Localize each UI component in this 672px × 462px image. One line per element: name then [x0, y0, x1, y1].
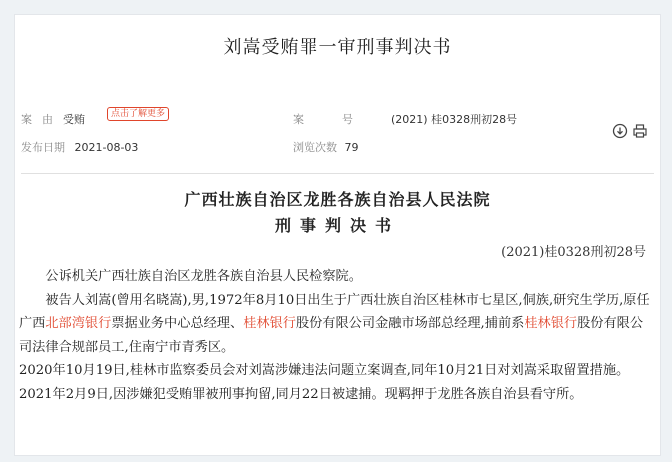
- views-value: 79: [344, 141, 359, 154]
- judgment-body: [19, 265, 651, 406]
- document-title: 刘嵩受贿罪一审刑事判决书: [223, 37, 452, 58]
- cause-label: 案由: [21, 113, 63, 126]
- bank-link-guilin[interactable]: 桂林银行: [243, 316, 296, 331]
- caseno-value: (2021) 桂0328刑初28号: [391, 113, 518, 126]
- court-name: 广西壮族自治区龙胜各族自治县人民法院: [184, 190, 491, 209]
- judgment-title: 刑事判决书: [274, 216, 400, 235]
- download-icon[interactable]: [612, 123, 628, 143]
- cause-value: 受贿: [63, 113, 85, 126]
- print-icon[interactable]: [632, 123, 648, 143]
- meta-caseno: [293, 111, 517, 127]
- learn-more-badge[interactable]: 点击了解更多: [107, 107, 169, 121]
- meta-date: [21, 139, 138, 155]
- divider: [21, 173, 654, 174]
- meta-views: [293, 139, 359, 155]
- meta-cause: [21, 111, 85, 127]
- paragraph-prosecutor: 公诉机关广西壮族自治区龙胜各族自治县人民检察院。: [45, 269, 362, 284]
- paragraph-detention: 2020年10月19日,桂林市监察委员会对刘嵩涉嫌违法问题立案调查,同年10月21日对刘嵩采取留置措施。2021年2月9日,因涉嫌犯受贿罪被刑事拘留,同月22日被逮捕。现羁押于龙胜各族自治县看守所。: [19, 363, 630, 402]
- case-number: (2021)桂0328刑初28号: [501, 245, 646, 260]
- views-label: 浏览次数: [293, 141, 337, 154]
- paragraph-defendant: 被告人刘嵩(曾用名晓嵩),男,1972年8月10日出生于广西壮族自治区桂林市七星区,侗族,研究生学历,原任广西北部湾银行票据业务中心总经理、桂林银行股份有限公司金融市场部总经理,捕前系桂林银行股份有限公司法律合规部员工,住南宁市青秀区。: [19, 292, 650, 355]
- bank-link-guilin-2[interactable]: 桂林银行: [524, 316, 578, 331]
- bank-link-beibuwan[interactable]: 北部湾银行: [45, 316, 112, 331]
- toolbar-icons: [612, 123, 648, 143]
- document-card: [14, 14, 661, 456]
- date-value: 2021-08-03: [74, 141, 139, 154]
- caseno-label: 案号: [293, 113, 391, 126]
- date-label: 发布日期: [21, 141, 65, 154]
